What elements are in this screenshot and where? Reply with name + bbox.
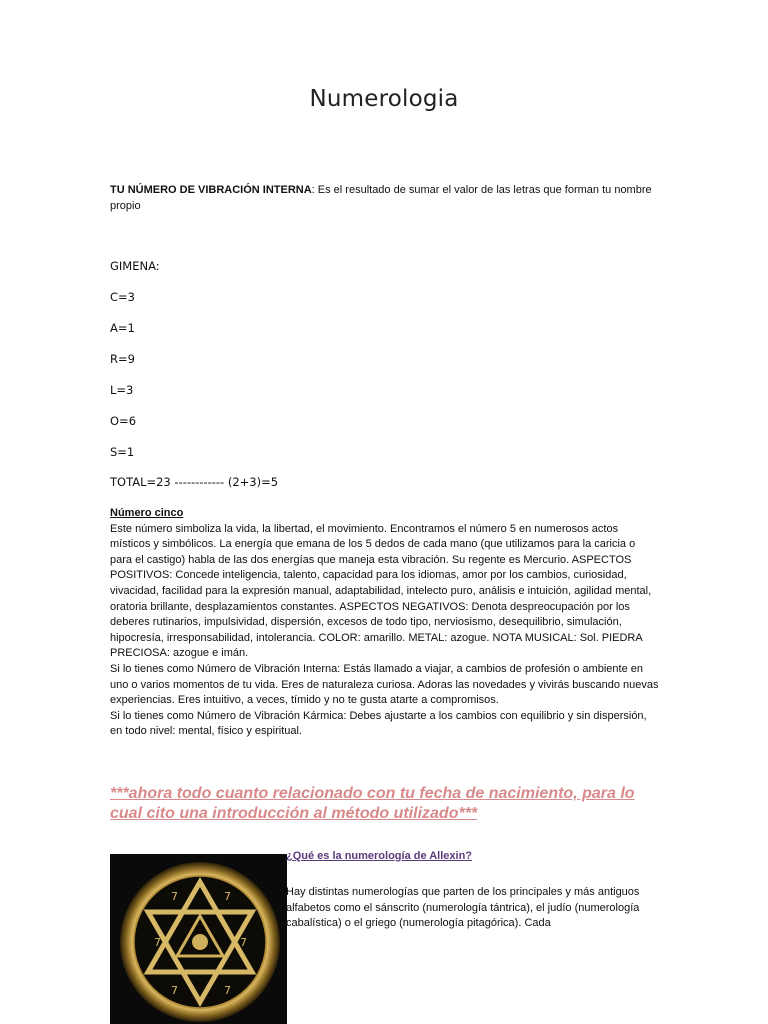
- calc-name: GIMENA:: [110, 259, 160, 273]
- page-title: Numerologia: [309, 86, 459, 112]
- section-paragraph: Si lo tienes como Número de Vibración Interna: Estás llamado a viajar, a cambios de profesión o ambiente en uno o varios momentos de tu vida. Eres de naturaleza curiosa. Adoras las novedades y vivirás buscando nuevas experiencias. Eres intuitivo, a veces, tímido y no te gusta atarte a compromisos.: [110, 662, 659, 707]
- hexagram-emblem-image: [110, 854, 287, 1024]
- section-heading: Número cinco: [110, 507, 184, 519]
- calc-line: S=1: [110, 445, 135, 459]
- svg-text:7: 7: [171, 984, 178, 997]
- intro-paragraph: [110, 183, 655, 214]
- svg-text:7: 7: [224, 890, 231, 903]
- hexagram-icon: [110, 854, 287, 1024]
- intro-bold-label: TU NÚMERO DE VIBRACIÓN INTERNA: [110, 184, 312, 196]
- svg-text:7: 7: [154, 936, 161, 949]
- calc-line: A=1: [110, 321, 135, 335]
- pink-note: ***ahora todo cuanto relacionado con tu fecha de nacimiento, para lo cual cito una introducción al método utilizado***: [110, 785, 635, 822]
- calc-line: C=3: [110, 290, 135, 304]
- numero-cinco-section: [110, 506, 660, 740]
- calc-total: TOTAL=23 ------------ (2+3)=5: [110, 475, 279, 489]
- svg-text:7: 7: [224, 984, 231, 997]
- calc-line: O=6: [110, 414, 137, 428]
- section-paragraph: Si lo tienes como Número de Vibración Kármica: Debes ajustarte a los cambios con equilibrio y sin dispersión, en todo nivel: mental, físico y espiritual.: [110, 709, 647, 738]
- section-paragraph: Este número simboliza la vida, la libertad, el movimiento. Encontramos el número 5 en numerosos actos místicos y simbólicos. La energía que emana de los 5 dedos de cada mano (que utilizamos para la caricia o para el castigo) habla de las dos energías que maneja esta vibración. Su regente es Mercurio. ASPECTOS POSITIVOS: Concede inteligencia, talento, capacidad para los idiomas, amor por los cambios, curiosidad, vivacidad, facilidad para la expresión manual, adaptabilidad, intelecto puro, análisis e intuición, agilidad mental, oratoria brillante, desplazamientos constantes. ASPECTOS NEGATIVOS: Denota despreocupación por los deberes rutinarios, impulsividad, dispersión, excesos de todo tipo, nerviosismo, desequilibrio, simulación, hipocresía, irresponsabilidad, intolerancia. COLOR: amarillo. METAL: azogue. NOTA MUSICAL: Sol. PIEDRA PRECIOSA: azogue e imán.: [110, 522, 652, 660]
- side-paragraph: Hay distintas numerologías que parten de los principales y más antiguos alfabetos como el sánscrito (numerología tántrica), el judío (numerología cabalística) o el griego (numerología pitagórica). Cada: [286, 886, 640, 930]
- subheading-link[interactable]: ¿Qué es la numerología de Allexin?: [286, 850, 473, 862]
- svg-text:7: 7: [240, 936, 247, 949]
- intro-text: : Es el resultado de sumar el valor de las letras que forman tu nombre propio: [110, 184, 652, 212]
- svg-text:7: 7: [171, 890, 178, 903]
- calc-line: R=9: [110, 352, 135, 366]
- calc-line: L=3: [110, 383, 134, 397]
